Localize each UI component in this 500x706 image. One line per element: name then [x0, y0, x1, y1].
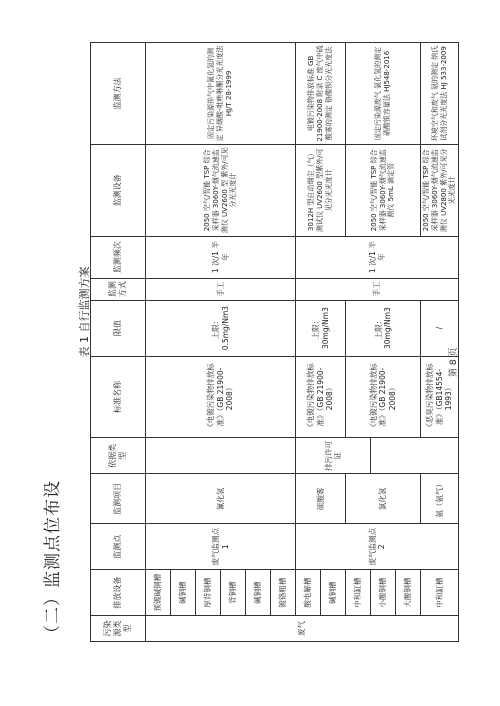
header-item: 监测项目: [91, 474, 146, 524]
equipment-cell: 酸电解槽: [296, 570, 321, 616]
frequency-cell: 1 次/1 半年: [146, 236, 296, 278]
limit-cell: 上限：0.5mg/Nm3: [146, 300, 296, 356]
method-cell: 手工: [146, 278, 296, 300]
header-monitoring-point: 监测点: [91, 524, 146, 570]
item-cell: 硫酸雾: [296, 474, 346, 524]
standard-cell: 《电镀污染物排放标准》（GB 21900-2008）: [346, 356, 421, 438]
page-number: 第 8 页: [449, 347, 459, 377]
rotated-page: [38, 17, 468, 642]
device-cell: 2050 空气/智能 TSP 综合采样器 3060Y-烟气流速监测仪 UV2800 紫外/可见分光光度计: [421, 144, 459, 236]
standard-cell: 《恶臭污染物排放标准》（GB14554-1993）: [421, 356, 459, 438]
item-cell: 氰化氢: [146, 474, 296, 524]
frequency-cell: 1 次/1 半年: [296, 236, 459, 278]
equipment-cell: 小酸铜槽: [371, 570, 396, 616]
table-header-row: [91, 43, 146, 642]
header-standard: 标准名称: [91, 356, 146, 438]
header-limit: 限值: [91, 300, 146, 356]
table-row: [296, 43, 321, 642]
analysis-method-cell: 固定污染源排气中氰化氢的测定 异烟酸-吡唑啉酮分光光度法 HJ/T 28-1999: [146, 43, 296, 145]
item-cell: 氯化氢: [346, 474, 421, 524]
section-title: （二）监测点位布设: [43, 480, 63, 642]
header-analysis-method: 监测方法: [91, 43, 146, 145]
analysis-method-cell: 固定污染源废气 氯化氢的测定 硝酸银容量法 HJ548-2016: [346, 43, 421, 145]
analysis-method-cell: 环境空气和废气 氨的测定 纳氏试剂分光光度法 HJ 533-2009: [421, 43, 459, 145]
method-cell: 手工: [296, 278, 459, 300]
header-pollution-type: 污染源类型: [91, 616, 146, 642]
table-caption: 表 1 自行监测方案: [78, 266, 91, 358]
equipment-cell: 碱铜槽: [321, 570, 346, 616]
equipment-cell: 厚背铜槽: [196, 570, 221, 616]
monitoring-point-cell: 废气监测点 1: [146, 524, 296, 570]
equipment-cell: 预镀碱铜槽: [146, 570, 171, 616]
limit-cell: 上限：30mg/Nm3: [346, 300, 421, 356]
header-basis: 依据类型: [91, 438, 146, 474]
item-cell: 氨（氨气）: [421, 474, 459, 524]
basis-cell: [371, 438, 459, 474]
monitoring-plan-table: [90, 42, 459, 642]
table-row: [146, 43, 171, 642]
header-equipment: 排放设备: [91, 570, 146, 616]
device-cell: 2050 空气/智能 TSP 综合采样器 3060Y-烟气流速监测仪 5mL 滴定管: [346, 144, 421, 236]
header-frequency: 监测频次: [91, 236, 146, 278]
basis-cell: 排污许可证: [296, 438, 371, 474]
header-device: 监测设备: [91, 144, 146, 236]
basis-cell: [146, 438, 296, 474]
equipment-cell: 碱铜槽: [171, 570, 196, 616]
device-cell: 3012H 型自动烟尘（气）测试仪 UV2600 型紫外/可见分光光度计: [296, 144, 346, 236]
pollution-type-cell: 废气: [146, 616, 459, 642]
equipment-cell: 背铜槽: [221, 570, 246, 616]
analysis-method-cell: 电镀污染物排放标准 GB 21900-2008 附录 C 废气中硫酸雾的测定 铬酸钡分光光度法: [296, 43, 346, 145]
equipment-cell: 中和缸槽: [421, 570, 459, 616]
equipment-cell: 碱铜槽: [246, 570, 271, 616]
equipment-cell: 大酸铜槽: [396, 570, 421, 616]
header-method: 监测方式: [91, 278, 146, 300]
standard-cell: 《电镀污染物排放标准》（GB 21900-2008）: [146, 356, 296, 438]
device-cell: 2050 空气/智能 TSP 综合采样器 3060Y-烟气流速监测仪 UV2600 型 紫外/可见分光光度计: [146, 144, 296, 236]
monitoring-point-cell: 废气监测点 2: [296, 524, 459, 570]
limit-cell: /: [421, 300, 459, 356]
standard-cell: 《电镀污染物排放标准》（GB 21900-2008）: [296, 356, 346, 438]
equipment-cell: 镀铬粗槽: [271, 570, 296, 616]
equipment-cell: 中和缸槽: [346, 570, 371, 616]
limit-cell: 上限：30mg/Nm3: [296, 300, 346, 356]
